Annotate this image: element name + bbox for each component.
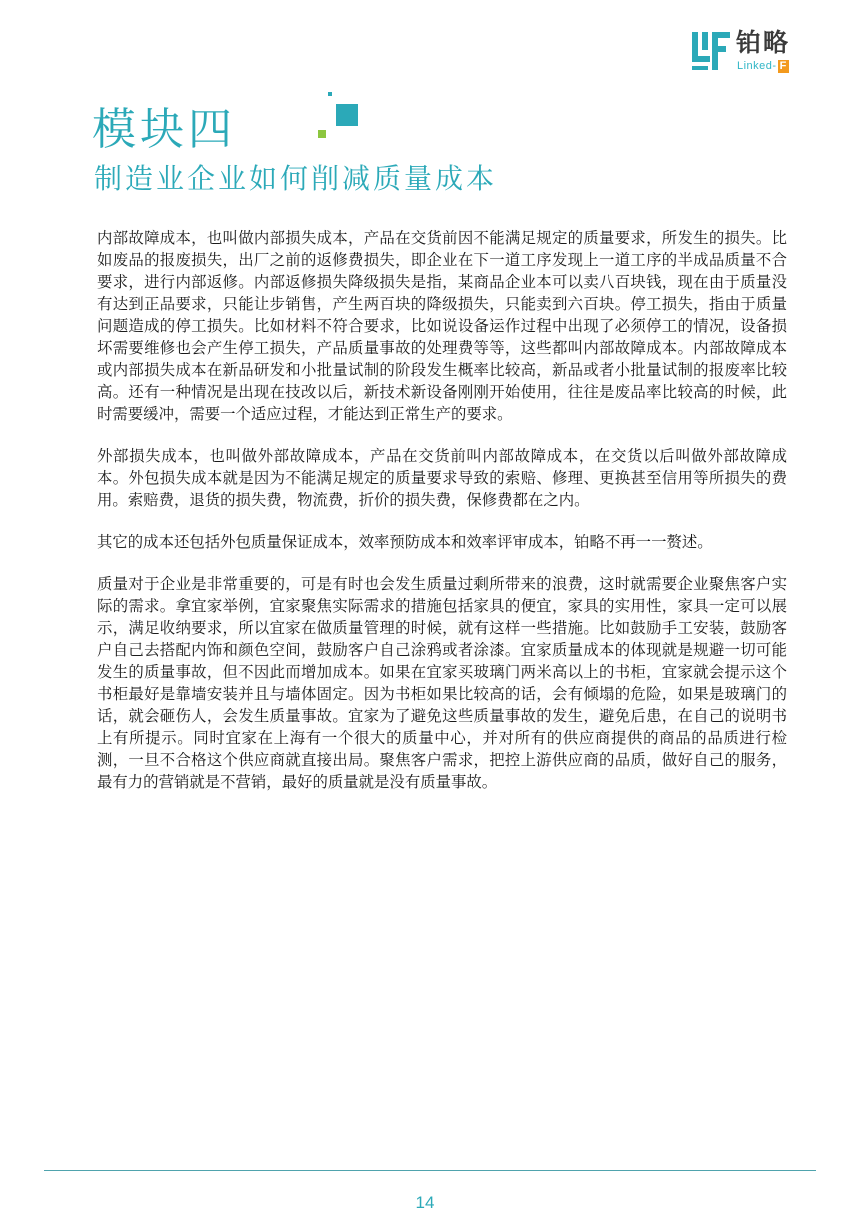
logo-english-name (737, 60, 789, 73)
paragraph-external-failure-cost: 外部损失成本，也叫做外部故障成本，产品在交货前叫内部故障成本，在交货以后叫做外部故障成本。外包损失成本就是因为不能满足规定的质量要求导致的索赔、修理、更换甚至信用等所损失的费用。索赔费，退货的损失费，物流费，折价的损失费，保修费都在之内。 (97, 447, 787, 509)
paragraph-other-costs: 其它的成本还包括外包质量保证成本，效率预防成本和效率评审成本，铂略不再一一赘述。 (97, 533, 713, 551)
page-number: 14 (415, 1193, 435, 1212)
decorative-squares-icon (318, 92, 364, 142)
module-subtitle: 制造业企业如何削减质量成本 (94, 162, 498, 195)
paragraph-internal-failure-cost: 内部故障成本，也叫做内部损失成本，产品在交货前因不能满足规定的质量要求，所发生的损失。比如废品的报废损失，出厂之前的返修费损失，即企业在下一道工序发现上一道工序的半成品质量不合要求，进行内部返修。内部返修损失降级损失是指，某商品企业本可以卖八百块钱，现在由于质量没有达到正品要求，只能让步销售，产生两百块的降级损失，只能卖到六百块。停工损失，指由于质量问题造成的停工损失。比如材料不符合要求，比如说设备运作过程中出现了必须停工的情况，设备损坏需要维修也会产生停工损失，产品质量事故的处理费等等，这些都叫内部故障成本。内部故障成本或内部损失成本在新品研发和小批量试制的阶段发生概率比较高，新品或者小批量试制的报废率比较高。还有一种情况是出现在技改以后，新技术新设备刚刚开始使用，往往是废品率比较高的时候，此时需要缓冲，需要一个适应过程，才能达到正常生产的要求。 (97, 229, 787, 423)
logo-chinese-name: 铂略 (736, 28, 791, 57)
logo-english-text: Linked- (737, 60, 777, 72)
module-title: 模块四 (92, 104, 236, 155)
brand-logo (692, 28, 822, 76)
footer-divider (44, 1170, 816, 1171)
body-content (97, 227, 787, 813)
linked-f-logo-icon (692, 32, 730, 70)
paragraph-ikea-example: 质量对于企业是非常重要的，可是有时也会发生质量过剩所带来的浪费，这时就需要企业聚焦客户实际的需求。拿宜家举例，宜家聚焦实际需求的措施包括家具的便宜，家具的实用性，家具一定可以展示，满足收纳要求，所以宜家在做质量管理的时候，就有这样一些措施。比如鼓励手工安装，鼓励客户自己去搭配内饰和颜色空间，鼓励客户自己涂鸦或者涂漆。宜家质量成本的体现就是规避一切可能发生的质量事故，但不因此而增加成本。如果在宜家买玻璃门两米高以上的书柜，宜家就会提示这个书柜最好是靠墙安装并且与墙体固定。因为书柜如果比较高的话，会有倾塌的危险，如果是玻璃门的话，就会砸伤人，会发生质量事故。宜家为了避免这些质量事故的发生，避免后患，在自己的说明书上有所提示。同时宜家在上海有一个很大的质量中心，并对所有的供应商提供的商品的品质进行检测，一旦不合格这个供应商就直接出局。聚焦客户需求，把控上游供应商的品质，做好自己的服务，最有力的营销就是不营销，最好的质量就是没有质量事故。 (97, 575, 787, 791)
logo-f-badge: F (779, 60, 787, 72)
